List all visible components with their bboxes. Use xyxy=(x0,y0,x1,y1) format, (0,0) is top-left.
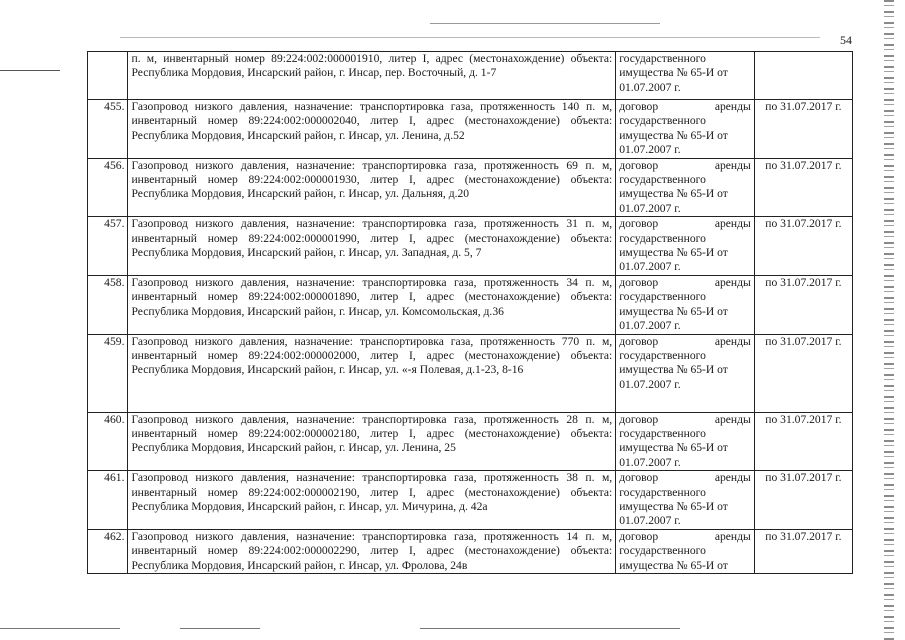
contract-reference xyxy=(616,100,755,159)
contract-type: аренды xyxy=(714,529,751,543)
scan-artifact xyxy=(120,37,820,38)
row-number: 455. xyxy=(88,100,128,159)
contract-word: договор xyxy=(619,412,659,426)
scan-artifact xyxy=(430,23,660,24)
contract-line: 01.07.2007 г. xyxy=(619,201,681,215)
contract-line: имущества № 65-И от xyxy=(619,128,728,142)
contract-line: государственного xyxy=(619,485,706,499)
contract-line: имущества № 65-И от xyxy=(619,66,728,80)
contract-line: имущества № 65-И от xyxy=(619,363,728,377)
scan-artifact xyxy=(0,628,120,629)
contract-line: 01.07.2007 г. xyxy=(619,455,681,469)
contract-word: договор xyxy=(619,100,659,113)
table-row xyxy=(88,275,853,334)
table-row xyxy=(88,334,853,412)
row-number: 461. xyxy=(88,471,128,530)
contract-reference xyxy=(616,412,755,471)
object-description: Газопровод низкого давления, назначение: транспортировка газа, протяженность 770 п. м, инвентарный номер 89:224:002:000002000, литер I, адрес (местонахождение) объекта: Республика Мордовия, Инсарский район, г. Инсар, ул. «-я Полевая, д.1-23, 8-16 xyxy=(128,334,616,412)
row-number: 457. xyxy=(88,217,128,276)
lease-term xyxy=(754,52,852,100)
contract-line: 01.07.2007 г. xyxy=(619,514,681,528)
scan-edge xyxy=(884,0,894,640)
contract-line: имущества № 65-И от xyxy=(619,304,728,318)
table-row xyxy=(88,529,853,573)
contract-word: договор xyxy=(619,334,659,348)
object-description: Газопровод низкого давления, назначение: транспортировка газа, протяженность 14 п. м, инвентарный номер 89:224:002:000002290, литер I, адрес (местонахождение) объекта: Республика Мордовия, Инсарский район, г. Инсар, ул. Фролова, 24в xyxy=(128,529,616,573)
lease-term: по 31.07.2017 г. xyxy=(754,412,852,471)
contract-line: государственного xyxy=(619,290,706,304)
table-row xyxy=(88,100,853,159)
lease-term: по 31.07.2017 г. xyxy=(754,100,852,159)
row-number xyxy=(88,52,128,100)
table-row xyxy=(88,52,853,100)
object-description: Газопровод низкого давления, назначение: транспортировка газа, протяженность 34 п. м, инвентарный номер 89:224:002:000001890, литер I, адрес (местонахождение) объекта: Республика Мордовия, Инсарский район, г. Инсар, ул. Комсомольская, д.36 xyxy=(128,275,616,334)
object-description: Газопровод низкого давления, назначение: транспортировка газа, протяженность 38 п. м, инвентарный номер 89:224:002:000002190, литер I, адрес (местонахождение) объекта: Республика Мордовия, Инсарский район, г. Инсар, ул. Мичурина, д. 42а xyxy=(128,471,616,530)
contract-type: аренды xyxy=(714,158,751,172)
contract-line: государственного xyxy=(619,173,706,187)
contract-reference xyxy=(616,217,755,276)
contract-reference xyxy=(616,529,755,573)
lease-term: по 31.07.2017 г. xyxy=(754,471,852,530)
row-number: 458. xyxy=(88,275,128,334)
contract-line: государственного xyxy=(619,348,706,362)
scan-artifact xyxy=(420,628,680,629)
scan-artifact xyxy=(180,628,260,629)
page-number: 54 xyxy=(840,33,852,47)
table-row xyxy=(88,158,853,217)
row-number: 456. xyxy=(88,158,128,217)
contract-word: договор xyxy=(619,471,659,485)
contract-line: государственного xyxy=(619,426,706,440)
table-row xyxy=(88,412,853,471)
object-description: Газопровод низкого давления, назначение: транспортировка газа, протяженность 140 п. м, инвентарный номер 89:224:002:000002040, литер I, адрес (местонахождение) объекта: Республика Мордовия, Инсарский район, г. Инсар, ул. Ленина, д.52 xyxy=(128,100,616,159)
contract-word: договор xyxy=(619,158,659,172)
contract-type: аренды xyxy=(714,100,751,113)
contract-line: имущества № 65-И от xyxy=(619,499,728,513)
contract-line: 01.07.2007 г. xyxy=(619,319,681,333)
contract-line: 01.07.2007 г. xyxy=(619,143,681,157)
lease-term: по 31.07.2017 г. xyxy=(754,529,852,573)
contract-type: аренды xyxy=(714,471,751,485)
lease-term: по 31.07.2017 г. xyxy=(754,275,852,334)
contract-word: государственного xyxy=(619,52,706,65)
contract-line: 01.07.2007 г. xyxy=(619,377,681,391)
object-description: Газопровод низкого давления, назначение: транспортировка газа, протяженность 31 п. м, инвентарный номер 89:224:002:000001990, литер I, адрес (местонахождение) объекта: Республика Мордовия, Инсарский район, г. Инсар, ул. Западная, д. 5, 7 xyxy=(128,217,616,276)
contract-line: государственного xyxy=(619,231,706,245)
contract-line: 01.07.2007 г. xyxy=(619,80,681,94)
contract-line: имущества № 65-И от xyxy=(619,558,728,572)
row-number: 459. xyxy=(88,334,128,412)
table-row xyxy=(88,471,853,530)
row-number: 460. xyxy=(88,412,128,471)
contract-word: договор xyxy=(619,275,659,289)
row-number: 462. xyxy=(88,529,128,573)
contract-reference xyxy=(616,52,755,100)
contract-line: имущества № 65-И от xyxy=(619,187,728,201)
contract-reference xyxy=(616,158,755,217)
contract-line: государственного xyxy=(619,544,706,558)
object-description: Газопровод низкого давления, назначение: транспортировка газа, протяженность 28 п. м, инвентарный номер 89:224:002:000002180, литер I, адрес (местонахождение) объекта: Республика Мордовия, Инсарский район, г. Инсар, ул. Ленина, 25 xyxy=(128,412,616,471)
contract-reference xyxy=(616,275,755,334)
contract-word: договор xyxy=(619,529,659,543)
contract-type: аренды xyxy=(714,334,751,348)
table-row xyxy=(88,217,853,276)
property-table xyxy=(87,51,853,574)
object-description: п. м, инвентарный номер 89:224:002:000001910, литер I, адрес (местонахождение) объекта: Республика Мордовия, Инсарский район, г. Инсар, пер. Восточный, д. 1-7 xyxy=(128,52,616,100)
contract-reference xyxy=(616,334,755,412)
contract-type: аренды xyxy=(714,275,751,289)
contract-type: аренды xyxy=(714,412,751,426)
contract-type: аренды xyxy=(714,217,751,231)
contract-line: имущества № 65-И от xyxy=(619,441,728,455)
contract-line: 01.07.2007 г. xyxy=(619,260,681,274)
contract-line: государственного xyxy=(619,114,706,128)
scan-artifact xyxy=(0,70,60,71)
lease-term: по 31.07.2017 г. xyxy=(754,334,852,412)
contract-word: договор xyxy=(619,217,659,231)
lease-term: по 31.07.2017 г. xyxy=(754,158,852,217)
lease-term: по 31.07.2017 г. xyxy=(754,217,852,276)
contract-line: имущества № 65-И от xyxy=(619,246,728,260)
contract-reference xyxy=(616,471,755,530)
object-description: Газопровод низкого давления, назначение: транспортировка газа, протяженность 69 п. м, инвентарный номер 89:224:002:000001930, литер I, адрес (местонахождение) объекта: Республика Мордовия, Инсарский район, г. Инсар, ул. Дальняя, д.20 xyxy=(128,158,616,217)
